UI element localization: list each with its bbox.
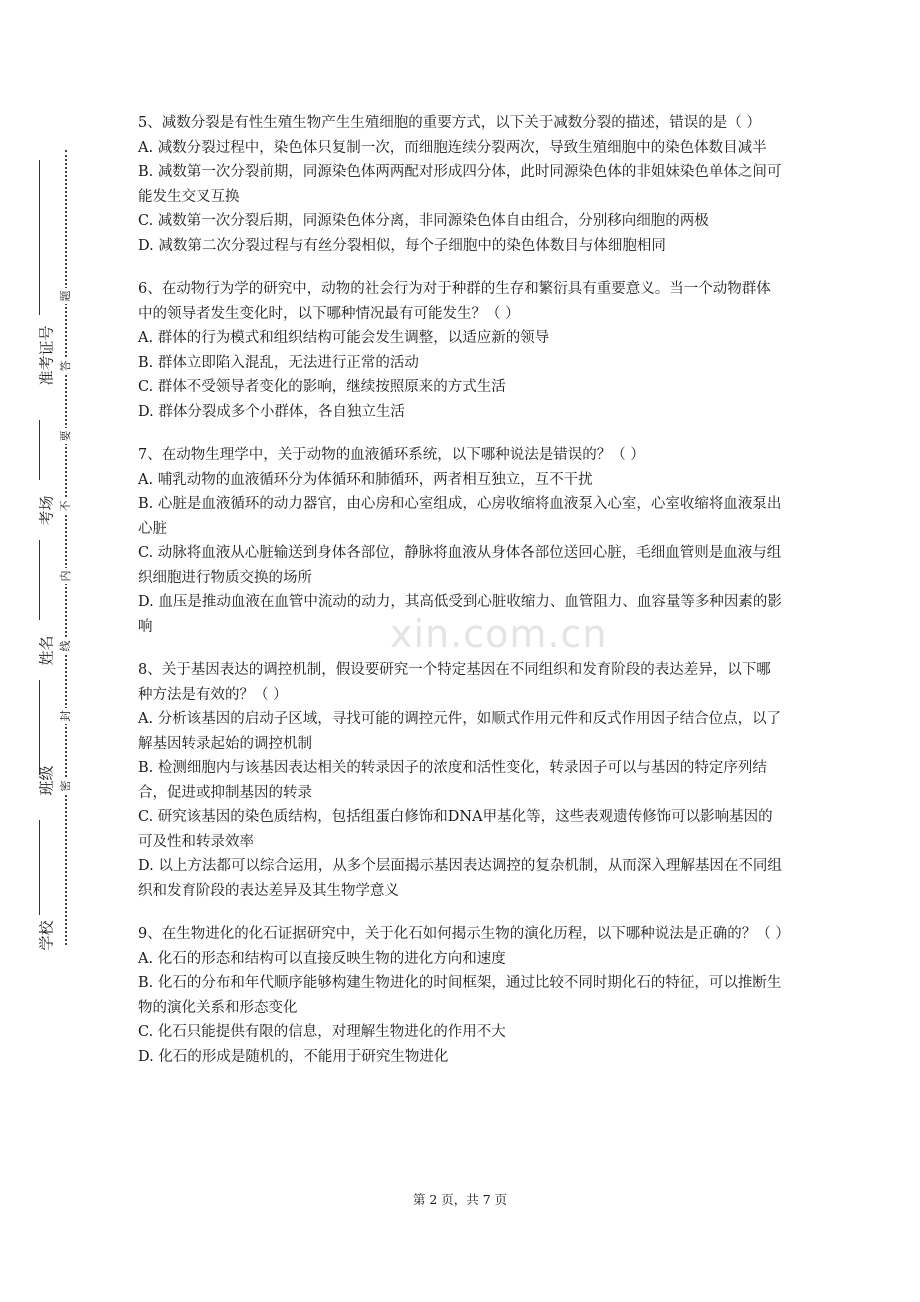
option-b: B. 心脏是血液循环的动力器官，由心房和心室组成，心房收缩将血液泵入心室，心室收缩将血液泵出心脏 xyxy=(138,496,782,537)
field-label-exam-room: 考场 xyxy=(37,495,56,526)
field-label-school: 学校 xyxy=(37,920,56,951)
seal-word: 内 xyxy=(57,568,73,584)
option-d: D. 群体分裂成多个小群体，各自独立生活 xyxy=(138,403,405,420)
question-8 xyxy=(138,658,783,903)
binding-margin xyxy=(8,130,88,970)
field-label-name: 姓名 xyxy=(37,635,56,666)
question-9 xyxy=(138,922,790,1069)
question-stem: 7、在动物生理学中，关于动物的血液循环系统，以下哪种说法是错误的？（ ） xyxy=(138,447,645,463)
seal-word: 线 xyxy=(57,638,73,654)
question-5 xyxy=(138,111,783,258)
option-c: C. 动脉将血液从心脏输送到身体各部位，静脉将血液从身体各部位送回心脏，毛细血管则是血液与组织细胞进行物质交换的场所 xyxy=(138,545,782,586)
question-stem: 8、关于基因表达的调控机制，假设要研究一个特定基因在不同组织和发育阶段的表达差异，以下哪种方法是有效的？（ ） xyxy=(138,662,771,703)
option-d: D. 血压是推动血液在血管中流动的动力，其高低受到心脏收缩力、血管阻力、血容量等多种因素的影响 xyxy=(138,594,782,635)
seal-dotted-line xyxy=(65,150,67,945)
field-label-class: 班级 xyxy=(37,765,56,796)
question-7 xyxy=(138,443,783,639)
watermark: xin.com.cn xyxy=(390,612,608,656)
option-d: D. 以上方法都可以综合运用，从多个层面揭示基因表达调控的复杂机制，从而深入理解基因在不同组织和发育阶段的表达差异及其生物学意义 xyxy=(138,858,782,899)
option-c: C. 减数第一次分裂后期，同源染色体分离，非同源染色体自由组合，分别移向细胞的两极 xyxy=(138,213,709,229)
seal-word: 题 xyxy=(57,288,73,304)
option-b: B. 化石的分布和年代顺序能够构建生物进化的时间框架，通过比较不同时期化石的特征，可以推断生物的演化关系和形态变化 xyxy=(138,975,782,1016)
seal-word: 不 xyxy=(57,498,73,514)
option-c: C. 化石只能提供有限的信息，对理解生物进化的作用不大 xyxy=(138,1024,506,1040)
field-label-exam-number: 准考证号 xyxy=(37,325,56,386)
seal-word: 封 xyxy=(57,708,73,724)
field-line-school xyxy=(39,820,40,915)
field-line-exam-room xyxy=(39,420,40,480)
option-d: D. 减数第二次分裂过程与有丝分裂相似，每个子细胞中的染色体数目与体细胞相同 xyxy=(138,237,666,254)
option-b: B. 减数第一次分裂前期，同源染色体两两配对形成四分体，此时同源染色体的非姐妹染色单体之间可能发生交叉互换 xyxy=(138,164,782,205)
option-b: B. 检测细胞内与该基因表达相关的转录因子的浓度和活性变化，转录因子可以与基因的特定序列结合，促进或抑制基因的转录 xyxy=(138,760,767,801)
option-b: B. 群体立即陷入混乱，无法进行正常的活动 xyxy=(138,354,419,371)
seal-word: 答 xyxy=(57,358,73,374)
option-c: C. 研究该基因的染色质结构，包括组蛋白修饰和DNA甲基化等，这些表观遗传修饰可以影响基因的可及性和转录效率 xyxy=(138,809,773,850)
option-a: A. 分析该基因的启动子区域，寻找可能的调控元件，如顺式作用元件和反式作用因子结合位点，以了解基因转录起始的调控机制 xyxy=(138,711,782,752)
option-d: D. 化石的形成是随机的，不能用于研究生物进化 xyxy=(138,1048,449,1065)
question-list xyxy=(138,111,790,1088)
seal-word: 要 xyxy=(57,428,73,444)
question-stem: 9、在生物进化的化石证据研究中，关于化石如何揭示生物的演化历程，以下哪种说法是正确的？（ ） xyxy=(138,926,790,942)
field-line-exam-number xyxy=(39,160,40,315)
option-c: C. 群体不受领导者变化的影响，继续按照原来的方式生活 xyxy=(138,379,506,395)
page-footer: 第 2 页，共 7 页 xyxy=(412,1192,508,1207)
field-line-name xyxy=(39,540,40,620)
option-a: A. 群体的行为模式和组织结构可能会发生调整，以适应新的领导 xyxy=(138,330,550,346)
question-stem: 6、在动物行为学的研究中，动物的社会行为对于种群的生存和繁衍具有重要意义。当一个动物群体中的领导者发生变化时，以下哪种情况最有可能发生？（ ） xyxy=(138,281,771,322)
option-a: A. 减数分裂过程中，染色体只复制一次，而细胞连续分裂两次，导致生殖细胞中的染色体数目减半 xyxy=(138,139,767,156)
option-a: A. 化石的形态和结构可以直接反映生物的进化方向和速度 xyxy=(138,950,506,967)
option-a: A. 哺乳动物的血液循环分为体循环和肺循环，两者相互独立，互不干扰 xyxy=(138,471,593,488)
question-6 xyxy=(138,277,783,424)
question-stem: 5、减数分裂是有性生殖生物产生生殖细胞的重要方式，以下关于减数分裂的描述，错误的是（ ） xyxy=(138,115,761,131)
seal-word: 密 xyxy=(57,778,73,794)
